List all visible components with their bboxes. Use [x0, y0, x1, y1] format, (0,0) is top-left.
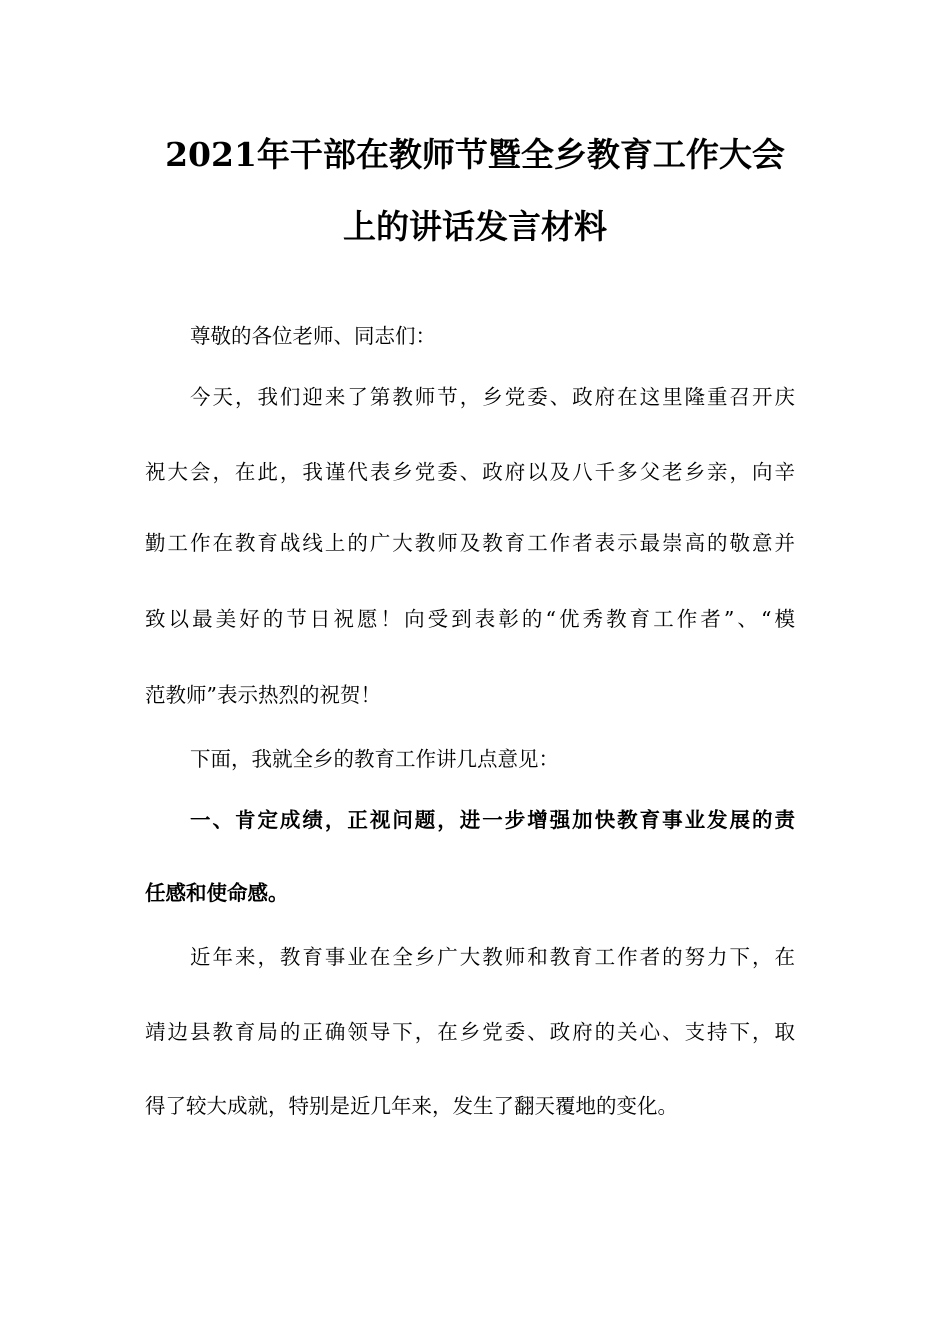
paragraph-line: 近年来，教育事业在全乡广大教师和教育工作者的努力下，在 [190, 945, 795, 969]
paragraph-line: 靖边县教育局的正确领导下，在乡党委、政府的关心、支持下，取 [145, 1020, 795, 1044]
paragraph-line: 致以最美好的节日祝愿！向受到表彰的“优秀教育工作者”、“模 [145, 607, 795, 631]
document-title-line-1: 2021年干部在教师节暨全乡教育工作大会 [165, 135, 785, 174]
section-heading-line: 任感和使命感。 [145, 881, 289, 905]
section-heading-line: 一、肯定成绩，正视问题，进一步增强加快教育事业发展的责 [190, 808, 795, 832]
salutation: 尊敬的各位老师、同志们： [190, 324, 436, 348]
paragraph-line: 下面，我就全乡的教育工作讲几点意见： [190, 747, 559, 771]
paragraph-line: 勤工作在教育战线上的广大教师及教育工作者表示最崇高的敬意并 [145, 531, 795, 555]
paragraph-line: 得了较大成就，特别是近几年来，发生了翻天覆地的变化。 [145, 1094, 678, 1118]
paragraph-line: 今天，我们迎来了第教师节，乡党委、政府在这里隆重召开庆 [190, 385, 795, 409]
document-title-line-2: 上的讲话发言材料 [343, 207, 607, 246]
paragraph-line: 祝大会，在此，我谨代表乡党委、政府以及八千多父老乡亲，向辛 [145, 460, 795, 484]
paragraph-line: 范教师”表示热烈的祝贺！ [145, 683, 381, 707]
